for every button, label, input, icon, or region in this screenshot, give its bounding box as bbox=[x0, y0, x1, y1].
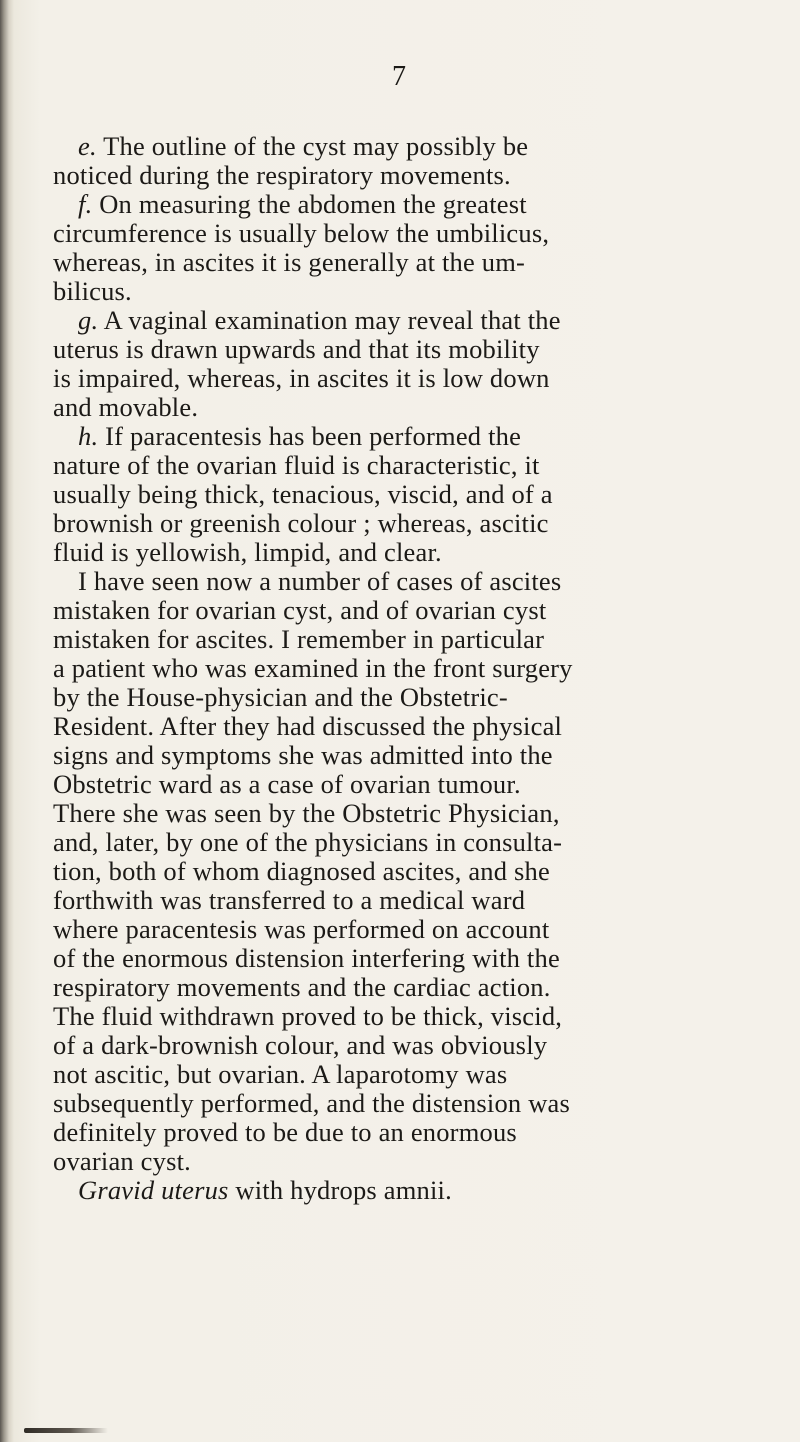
line-text: definitely proved to be due to an enormous bbox=[53, 1117, 517, 1147]
text-line bbox=[53, 248, 781, 277]
line-text: where paracentesis was performed on account bbox=[53, 914, 550, 944]
text-line bbox=[53, 973, 781, 1002]
line-text: There she was seen by the Obstetric Physician, bbox=[53, 798, 560, 828]
text-line bbox=[53, 422, 781, 451]
line-text: with hydrops amnii. bbox=[228, 1175, 452, 1205]
line-text: If paracentesis has been performed the bbox=[98, 421, 522, 451]
line-text: tion, both of whom diagnosed ascites, and she bbox=[53, 856, 550, 886]
line-text: fluid is yellowish, limpid, and clear. bbox=[53, 537, 442, 567]
page-number: 7 bbox=[392, 61, 406, 92]
line-text: signs and symptoms she was admitted into the bbox=[53, 740, 553, 770]
text-line bbox=[53, 712, 781, 741]
text-line bbox=[53, 1176, 781, 1205]
line-text: A vaginal examination may reveal that the bbox=[98, 305, 561, 335]
text-line bbox=[53, 654, 781, 683]
text-line bbox=[53, 944, 781, 973]
line-text: and, later, by one of the physicians in consulta- bbox=[53, 827, 563, 857]
text-line bbox=[53, 132, 781, 161]
body-text bbox=[53, 132, 781, 1205]
text-line bbox=[53, 596, 781, 625]
line-text: nature of the ovarian fluid is characteristic, it bbox=[53, 450, 540, 480]
line-text: The fluid withdrawn proved to be thick, viscid, bbox=[53, 1001, 563, 1031]
text-line bbox=[53, 1118, 781, 1147]
line-text: whereas, in ascites it is generally at the um- bbox=[53, 247, 526, 277]
text-line bbox=[53, 683, 781, 712]
text-line bbox=[53, 480, 781, 509]
text-line bbox=[53, 1147, 781, 1176]
line-label: e. bbox=[78, 131, 97, 161]
line-label: h. bbox=[78, 421, 99, 451]
line-text: of the enormous distension interfering with the bbox=[53, 943, 560, 973]
text-line bbox=[53, 306, 781, 335]
text-line bbox=[53, 393, 781, 422]
line-text: uterus is drawn upwards and that its mobility bbox=[53, 334, 540, 364]
text-line bbox=[53, 741, 781, 770]
line-text: of a dark-brownish colour, and was obviously bbox=[53, 1030, 548, 1060]
line-text: Obstetric ward as a case of ovarian tumour. bbox=[53, 769, 521, 799]
text-line bbox=[53, 277, 781, 306]
text-line bbox=[53, 364, 781, 393]
line-text: Resident. After they had discussed the physical bbox=[53, 711, 563, 741]
text-line bbox=[53, 1002, 781, 1031]
text-line bbox=[53, 219, 781, 248]
line-text: The outline of the cyst may possibly be bbox=[96, 131, 529, 161]
line-text: noticed during the respiratory movements. bbox=[53, 160, 511, 190]
line-text: usually being thick, tenacious, viscid, and of a bbox=[53, 479, 553, 509]
line-text: and movable. bbox=[53, 392, 199, 422]
text-line bbox=[53, 625, 781, 654]
line-label: g. bbox=[78, 305, 99, 335]
line-text: circumference is usually below the umbilicus, bbox=[53, 218, 550, 248]
line-text: mistaken for ovarian cyst, and of ovarian cyst bbox=[53, 595, 547, 625]
line-text: respiratory movements and the cardiac action. bbox=[53, 972, 551, 1002]
text-line bbox=[53, 1089, 781, 1118]
text-line bbox=[53, 828, 781, 857]
line-text: bilicus. bbox=[53, 276, 132, 306]
line-text: forthwith was transferred to a medical ward bbox=[53, 885, 526, 915]
line-text: brownish or greenish colour ; whereas, ascitic bbox=[53, 508, 549, 538]
text-line bbox=[53, 509, 781, 538]
text-line bbox=[53, 161, 781, 190]
text-line bbox=[53, 886, 781, 915]
binding-shadow bbox=[0, 0, 14, 1442]
line-text: by the House-physician and the Obstetric- bbox=[53, 682, 508, 712]
text-line bbox=[53, 915, 781, 944]
line-label: f. bbox=[78, 189, 93, 219]
text-line bbox=[53, 451, 781, 480]
text-line bbox=[53, 857, 781, 886]
text-line bbox=[53, 799, 781, 828]
text-line bbox=[53, 538, 781, 567]
text-line bbox=[53, 1060, 781, 1089]
line-text: a patient who was examined in the front surgery bbox=[53, 653, 573, 683]
text-line bbox=[53, 770, 781, 799]
line-label: Gravid uterus bbox=[78, 1175, 229, 1205]
line-text: not ascitic, but ovarian. A laparotomy was bbox=[53, 1059, 508, 1089]
line-text: subsequently performed, and the distension was bbox=[53, 1088, 571, 1118]
line-text: On measuring the abdomen the greatest bbox=[92, 189, 527, 219]
text-line bbox=[53, 1031, 781, 1060]
line-text: is impaired, whereas, in ascites it is low down bbox=[53, 363, 550, 393]
page-edge-mark bbox=[24, 1428, 108, 1433]
text-line bbox=[53, 567, 781, 596]
line-text: mistaken for ascites. I remember in particular bbox=[53, 624, 545, 654]
line-text: ovarian cyst. bbox=[53, 1146, 191, 1176]
text-line bbox=[53, 335, 781, 364]
line-text: I have seen now a number of cases of ascites bbox=[78, 566, 562, 596]
text-line bbox=[53, 190, 781, 219]
